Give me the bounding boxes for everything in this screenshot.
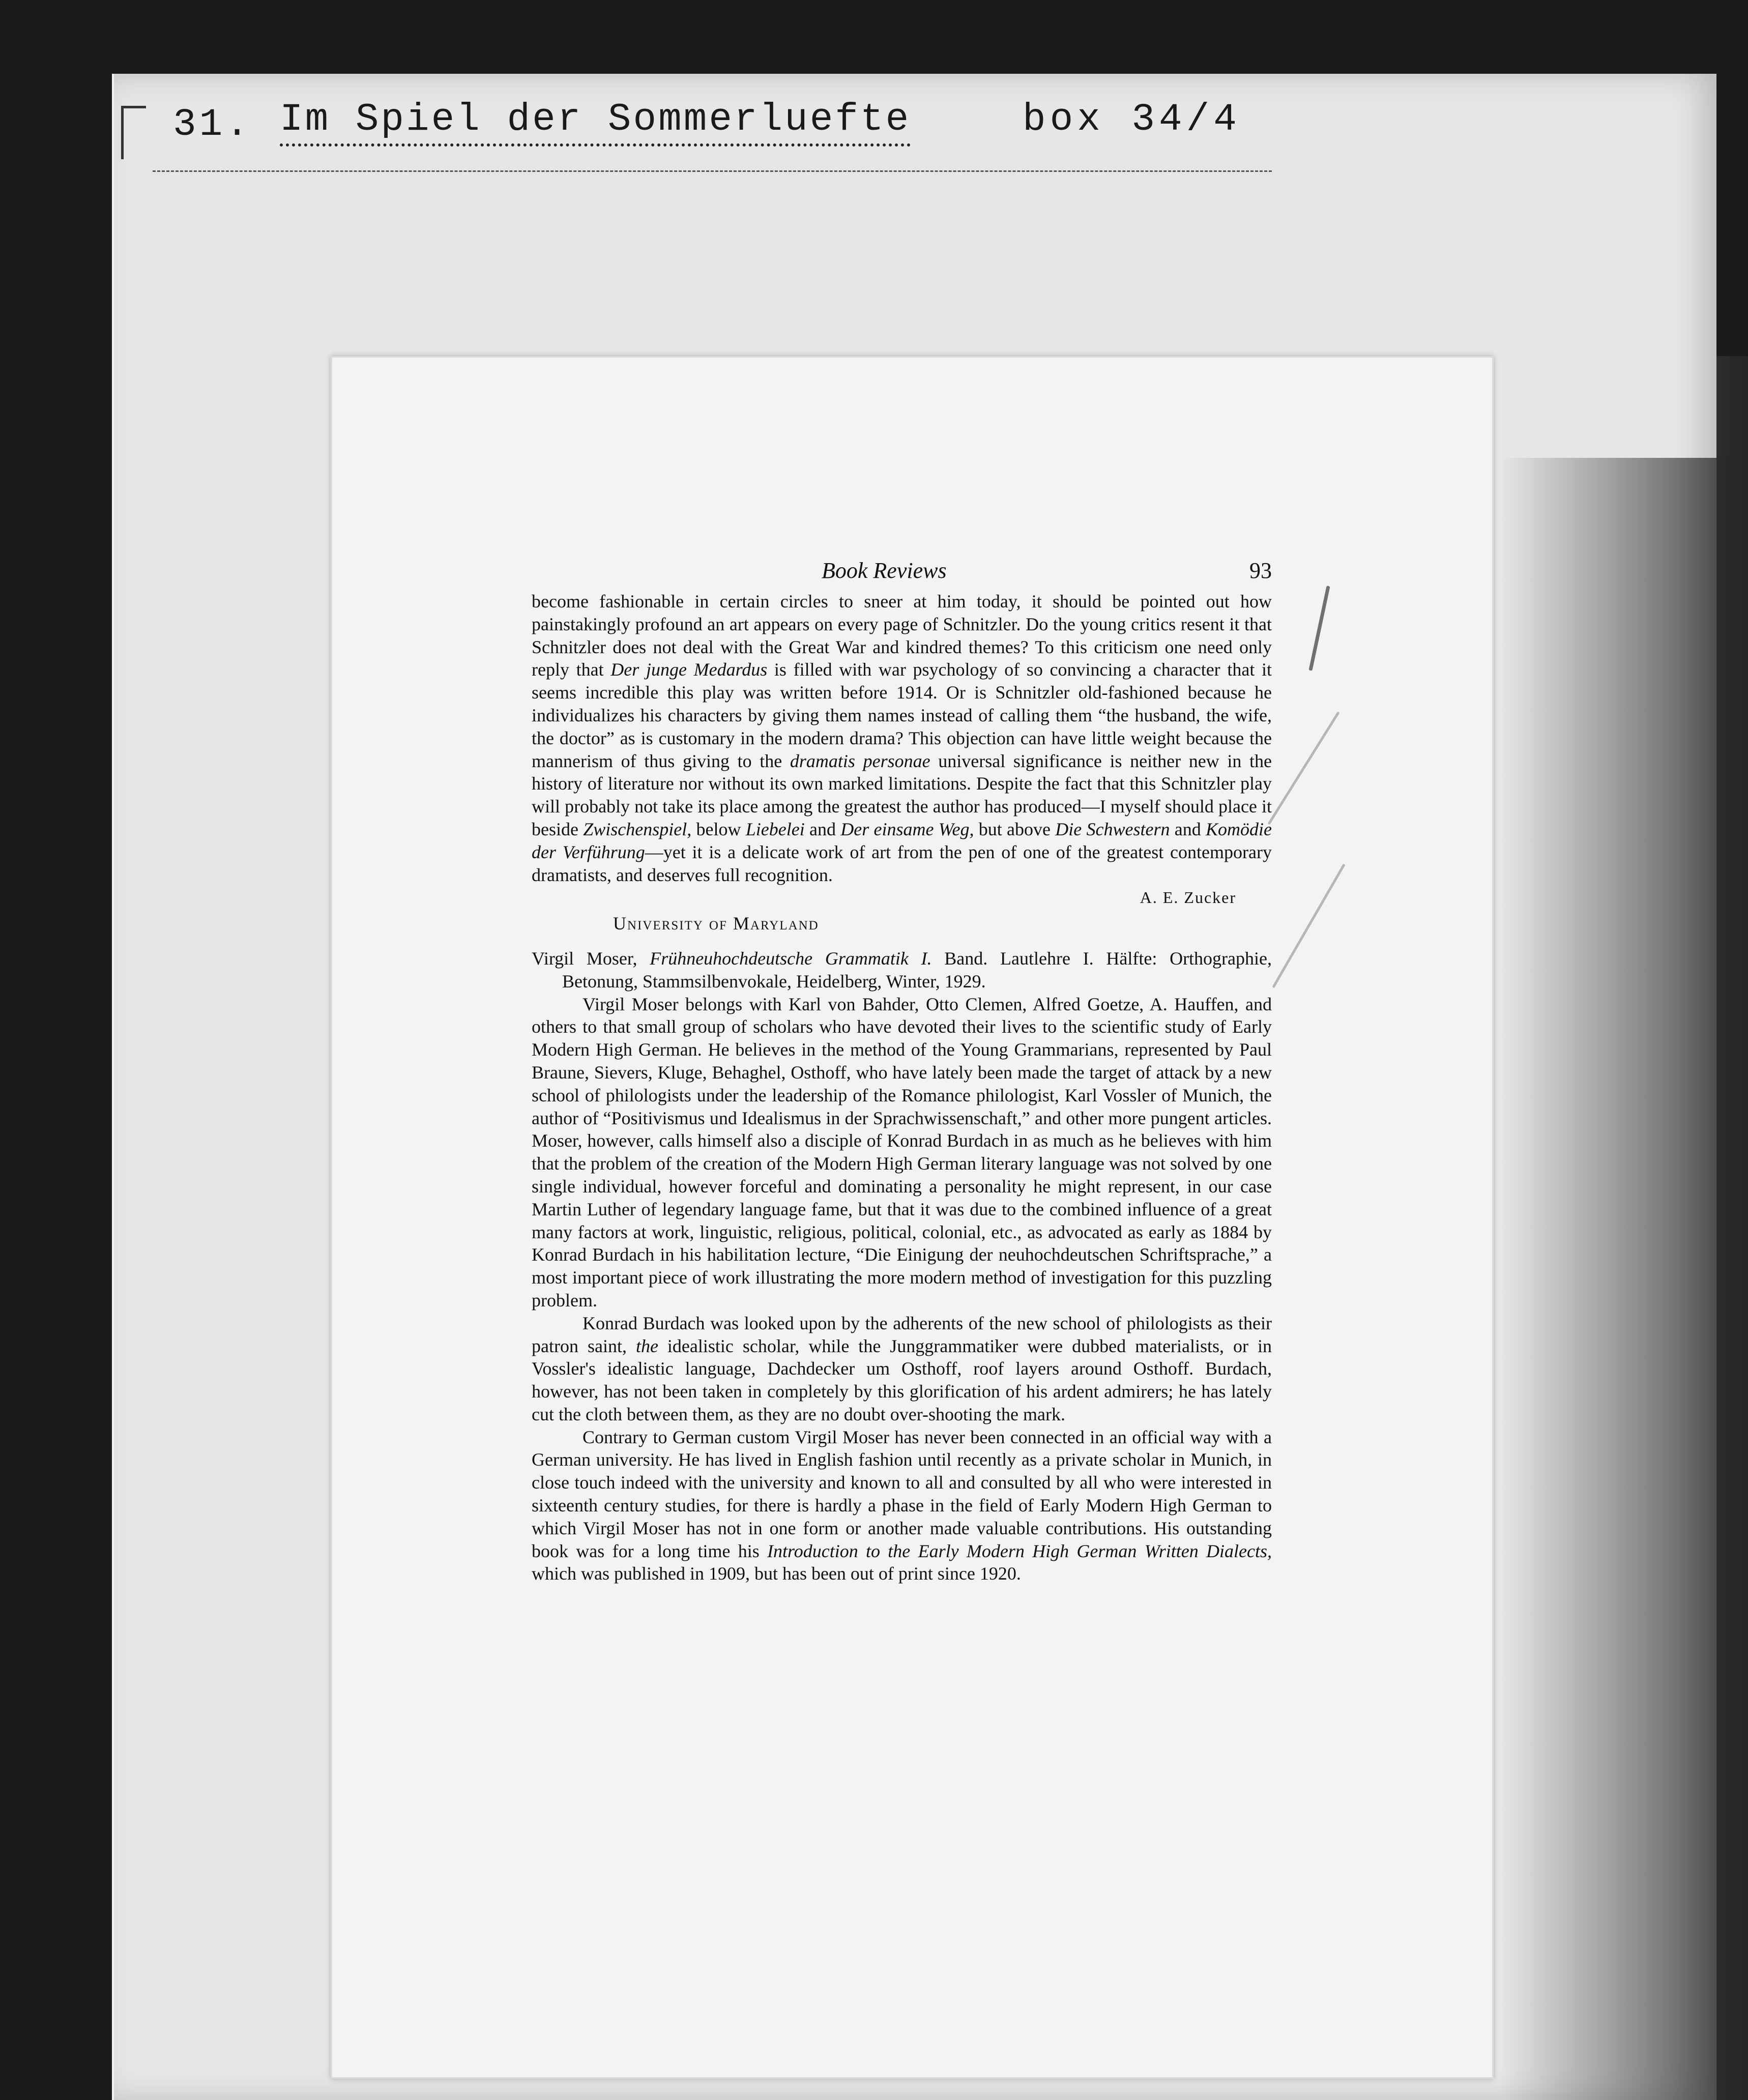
text-run: —yet it is a delicate work of art from the pen of one of the greatest contemporary dramatists, and deserves full recognition. (532, 841, 1272, 885)
review-paragraph (532, 1426, 1272, 1586)
review-paragraph (532, 1312, 1272, 1426)
italic-text-run: Der junge Medardus (610, 659, 768, 680)
folder-number: 31. (173, 103, 252, 147)
review-page (532, 560, 1272, 1585)
italic-text-run: the (635, 1335, 658, 1356)
text-run: Band. Lautlehre I. Hälfte: Orthographie, Betonung, Stammsilbenvokale, Heidelberg, Winter, 1929. (562, 948, 1272, 991)
italic-text-run: Komödie der Verführung (532, 819, 1272, 862)
header-divider (153, 170, 1272, 172)
archive-header (173, 98, 1292, 154)
text-run: which was published in 1909, but has been out of print since 1920. (532, 1563, 1021, 1584)
page-number: 93 (1249, 558, 1272, 583)
review-paragraph (532, 993, 1272, 1312)
text-run: but above (974, 819, 1056, 839)
reviewer-affiliation: University of Maryland (613, 913, 819, 934)
italic-text-run: Der einsame Weg, (840, 819, 974, 839)
italic-text-run: Zwischenspiel, (583, 819, 692, 839)
running-head (532, 560, 1272, 590)
text-run: become fashionable in certain circles to sneer at him today, it should be pointed out how painstakingly profound an art appears on every page of Schnitzler. Do the young critics resent it that Schnitzler does not deal with the Great War and kindred themes? To this criticism one need only reply that (532, 591, 1272, 680)
text-run: Contrary to German custom Virgil Moser has never been connected in an official way with a German university. He has lived in English fashion until recently as a private scholar in Munich, in close touch indeed with the university and known to all and consulted by all who were interested in sixteenth century studies, for there is hardly a phase in the field of Early Modern High German to which Virgil Moser has not in one form or another made valuable contributions. His outstanding book was for a long time his (532, 1426, 1272, 1561)
text-run: is filled with war psychology of so convincing a character that it seems incredible this play was written before 1914. Or is Schnitzler old-fashioned because he individualizes his characters by giving them names instead of calling them “the husband, the wife, the doctor” as is customary in the modern drama? This objection can have little weight because the mannerism of thus giving to the (532, 659, 1272, 771)
folder-title: Im Spiel der Sommerluefte (280, 98, 911, 147)
text-run: Konrad Burdach was looked upon by the adherents of the new school of philologists as their patron saint, (532, 1312, 1272, 1356)
italic-text-run: Frühneuhochdeutsche Grammatik I. (650, 948, 932, 969)
italic-text-run: dramatis personae (790, 750, 930, 771)
corner-bracket-mark (121, 106, 146, 159)
text-run: and (1170, 819, 1206, 839)
text-run: universal significance is neither new in the history of literature nor without its own marked limitations. Despite the fact that this Schnitzler play will probably not take its place among the greatest the author has produced—I myself should place it beside (532, 750, 1272, 839)
box-label: box 34/4 (1023, 98, 1241, 141)
italic-text-run: Die Schwestern (1055, 819, 1170, 839)
text-run: below (691, 819, 746, 839)
text-run: and (804, 819, 841, 839)
text-run: Virgil Moser belongs with Karl von Bahder, Otto Clemen, Alfred Goetze, A. Hauffen, and others to that small group of scholars who have devoted their lives to the scientific study of Early Modern High German. He believes in the method of the Young Grammarians, represented by Paul Braune, Sievers, Kluge, Behaghel, Osthoff, who have lately been made the target of attack by a new school of philologists under the leadership of the Romance philologist, Karl Vossler of Munich, the author of “Positivismus und Idealismus in der Sprachwissenschaft,” and other more pungent articles. Moser, however, calls himself also a disciple of Konrad Burdach in as much as he believes with him that the problem of the creation of the Modern High German literary language was not solved by one single individual, however forceful and dominating a personality he might represent, in our case Martin Luther of legendary language fame, but that it was due to the combined influence of a great many factors at work, linguistic, religious, political, colonial, etc., as advocated as early as 1884 by Konrad Burdach in his habilitation lecture, “Die Einigung der neuhochdeutschen Schriftsprache,” a most important piece of work illustrating the more modern method of investigation for this puzzling problem. (532, 994, 1272, 1310)
text-run: idealistic scholar, while the Junggrammatiker were dubbed materialists, or in Vossler's idealistic language, Dachdecker um Osthoff, roof layers around Osthoff. Burdach, however, has not been taken in completely by this glorification of his ardent admirers; he has lately cut the cloth between them, as they are no doubt over-shooting the mark. (532, 1335, 1272, 1424)
archive-folder-shadow (1501, 458, 1730, 2100)
section-title: Book Reviews (822, 558, 947, 583)
italic-text-run: Liebelei (745, 819, 805, 839)
reviewer-signature: A. E. Zucker (1140, 888, 1236, 907)
text-run: Virgil Moser, (532, 948, 650, 969)
book-citation (532, 947, 1272, 993)
italic-text-run: Introduction to the Early Modern High German Written Dialects, (767, 1540, 1272, 1561)
review-paragraph (532, 590, 1272, 886)
